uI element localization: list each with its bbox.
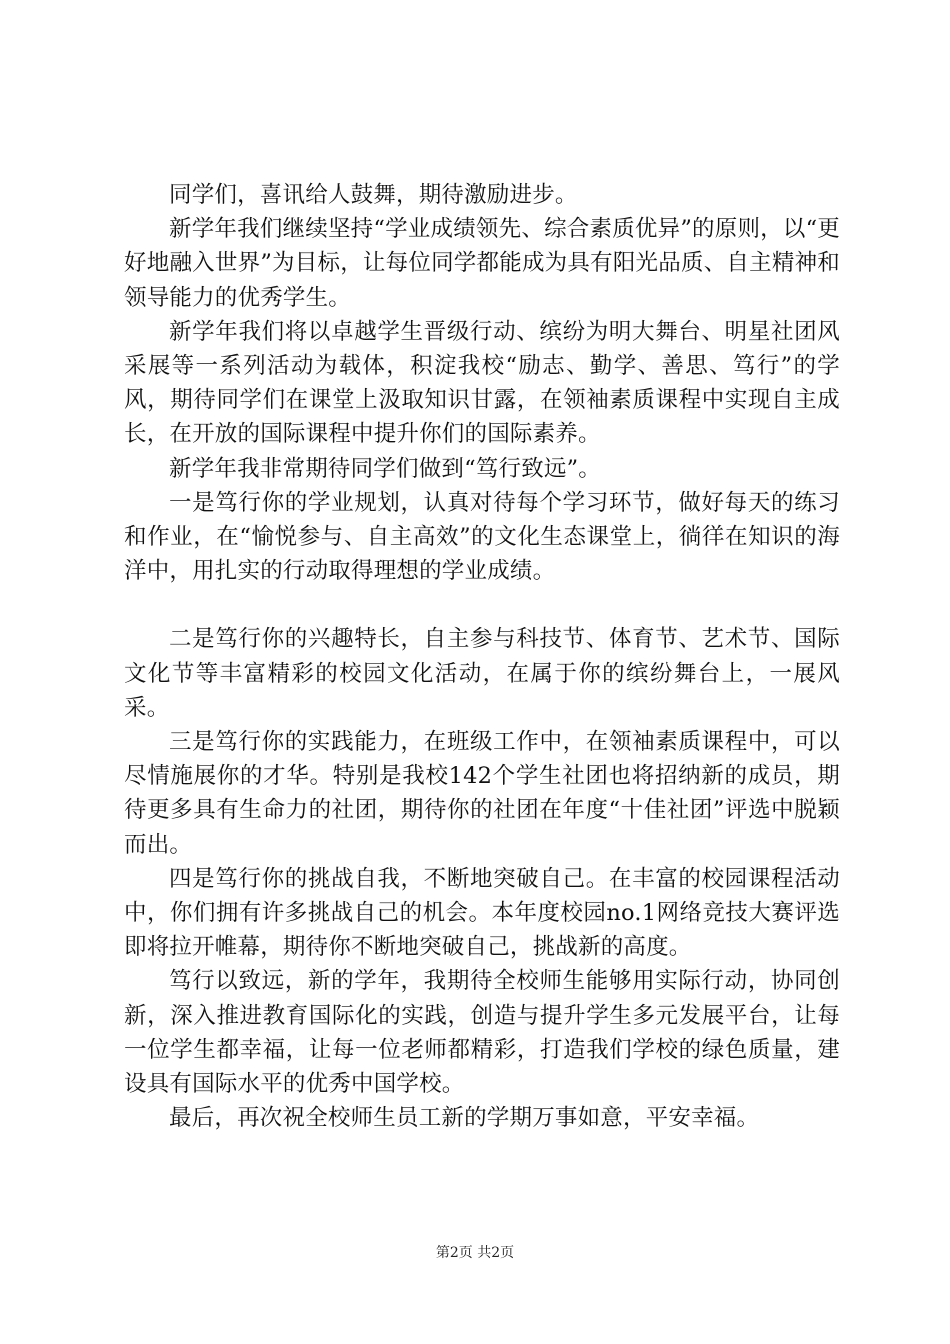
- document-body: [124, 178, 840, 1135]
- paragraph-point-three: 三是笃行你的实践能力，在班级工作中，在领袖素质课程中，可以尽情施展你的才华。特别是我校142个学生社团也将招纳新的成员，期待更多具有生命力的社团，期待你的社团在年度“十佳社团”评选中脱颖而出。: [124, 729, 840, 858]
- page-footer: [0, 1243, 950, 1263]
- paragraph-point-one: 一是笃行你的学业规划，认真对待每个学习环节，做好每天的练习和作业，在“愉悦参与、自主高效”的文化生态课堂上，徜徉在知识的海洋中，用扎实的行动取得理想的学业成绩。: [124, 489, 840, 585]
- paragraph-principle: 新学年我们继续坚持“学业成绩领先、综合素质优异”的原则，以“更好地融入世界”为目标，让每位同学都能成为具有阳光品质、自主精神和领导能力的优秀学生。: [124, 216, 840, 311]
- paragraph-expectation: 新学年我非常期待同学们做到“笃行致远”。: [169, 455, 602, 482]
- page-number-label: 第2页 共2页: [435, 1245, 515, 1261]
- paragraph-point-two: 二是笃行你的兴趣特长，自主参与科技节、体育节、艺术节、国际文化节等丰富精彩的校园文化活动，在属于你的缤纷舞台上，一展风采。: [124, 626, 840, 721]
- paragraph-point-four: 四是笃行你的挑战自我，不断地突破自己。在丰富的校园课程活动中，你们拥有许多挑战自己的机会。本年度校园no.1网络竞技大赛评选即将拉开帷幕，期待你不断地突破自己，挑战新的高度。: [124, 865, 840, 961]
- paragraph-vision: 笃行以致远，新的学年，我期待全校师生能够用实际行动，协同创新，深入推进教育国际化的实践，创造与提升学生多元发展平台，让每一位学生都幸福，让每一位老师都精彩，打造我们学校的绿色质量，建设具有国际水平的优秀中国学校。: [124, 968, 840, 1098]
- paragraph-greeting: 同学们，喜讯给人鼓舞，期待激励进步。: [169, 182, 578, 208]
- paragraph-activities: 新学年我们将以卓越学生晋级行动、缤纷为明大舞台、明星社团风采展等一系列活动为载体，积淀我校“励志、勤学、善思、笃行”的学风，期待同学们在课堂上汲取知识甘露，在领袖素质课程中实现自主成长，在开放的国际课程中提升你们的国际素养。: [124, 318, 840, 448]
- paragraph-closing: 最后，再次祝全校师生员工新的学期万事如意，平安幸福。: [169, 1105, 760, 1132]
